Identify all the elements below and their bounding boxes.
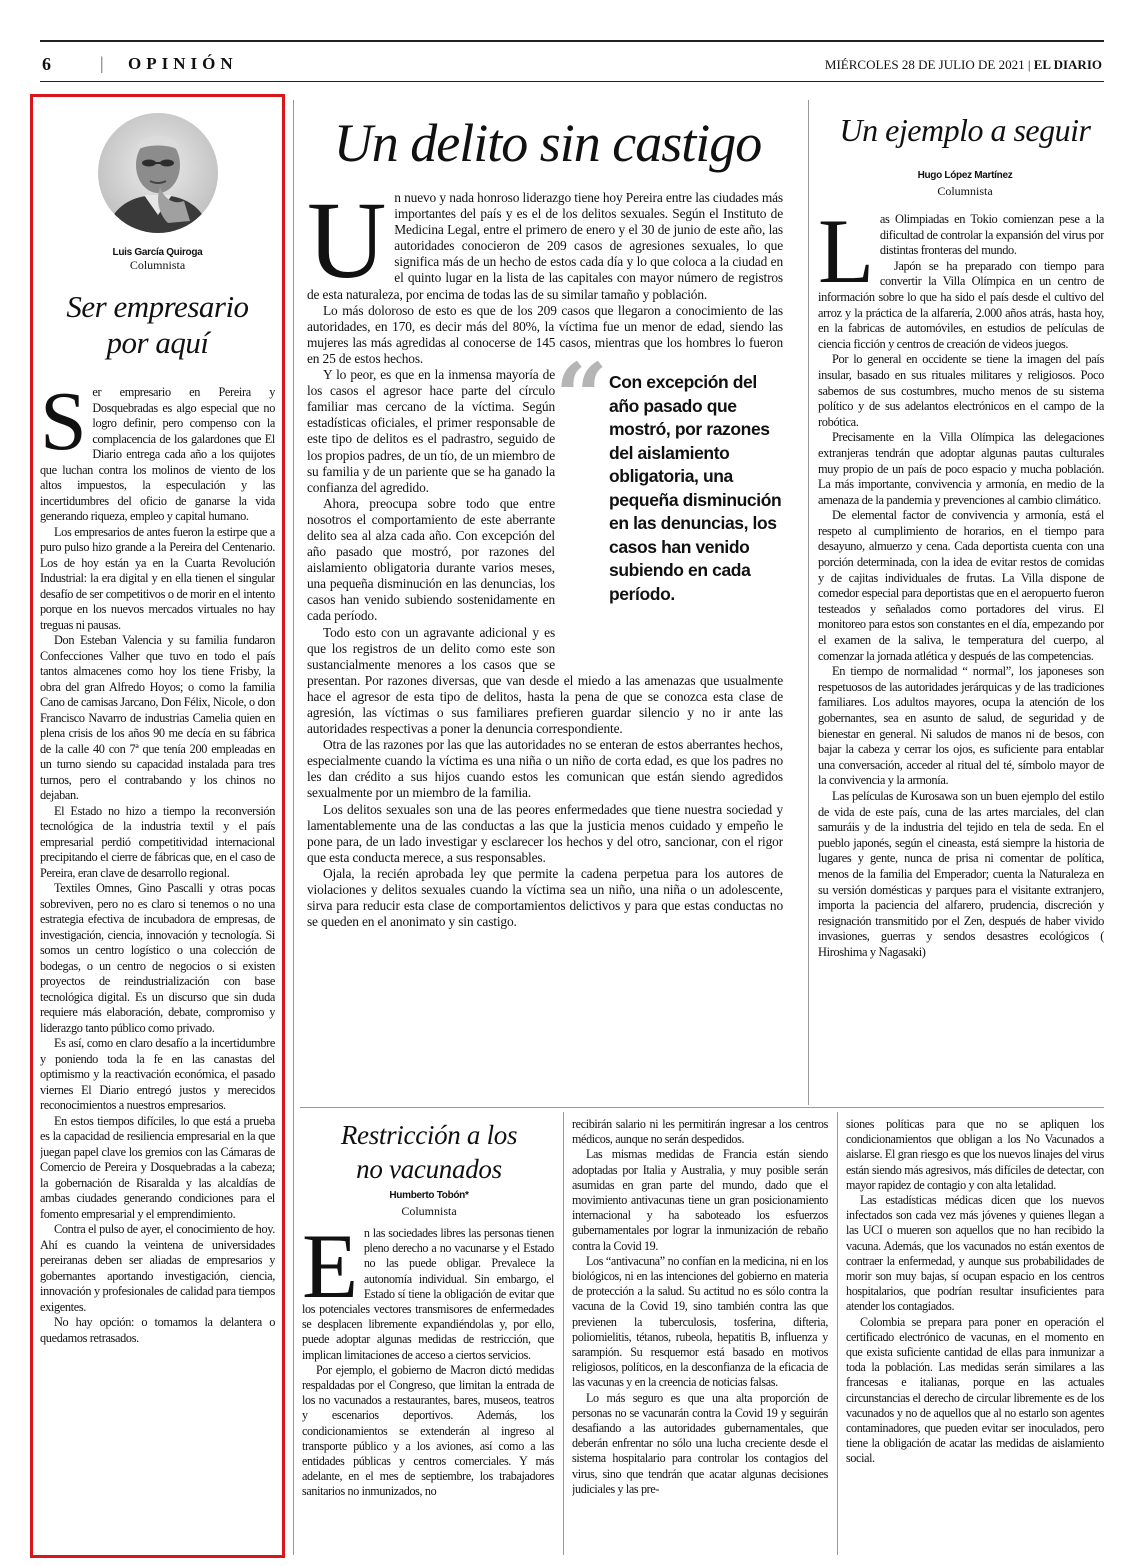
bottom-article-title [300,1118,558,1186]
paragraph: Por lo general en occidente se tiene la imagen del país insular, basado en sus rituales militares y religiosos. Poco sabemos de sus costumbres, mucho menos de su sistema político y de sus adelantos electrónicos en el campo de la robótica. [818,352,1104,429]
date-text: MIÉRCOLES 28 DE JULIO DE 2021 | [824,57,1031,72]
paragraph: recibirán salario ni les permitirán ingresar a los centros médicos, aunque no serán despedidos. [572,1117,828,1147]
newspaper-name: EL DIARIO [1033,57,1102,72]
paragraph: Los “antivacuna” no confían en la medicina, ni en los biológicos, ni en las intenciones del gobierno en materia de protección a la salud. Su actitud no es sólo contra la vacuna de la Covid 19, sino también contra las que previenen la tuberculosis, tosferina, difteria, poliomielitis, tétanos, rubeola, hepatitis B, influenza y sarampión. Su resquemor está basado en motivos religiosos, políticos, en la desconfianza de la eficacia de las vacunas y en la creencia de noticias falsas. [572,1253,828,1390]
section-name: OPINIÓN [128,54,238,73]
pull-quote-text: Con excepción del año pasado que mostró, por razones del aislamiento obligatoria, una pequeña disminución en las denuncias, los casos han venido subiendo en cada período. [609,372,782,604]
pull-quote [555,343,783,661]
paragraph: Todo esto con un agravante adicional y es que los registros de un delito como este son sustancialmente menores a los casos que se presentan. Por razones diversas, que van desde el miedo a las amenazas que usualmente hace el agresor de esta tipo de delitos, hasta la pena de que se conozca esta clase de agresión, las víctimas o sus familiares prefieren guardar silencio y no ir ante las autoridades respectivas a poner la denuncia correspondiente. [307,624,783,737]
bottom-article-column-3 [846,1117,1104,1557]
author-photo [98,113,218,233]
title-line: Ser empresario [66,289,249,324]
paragraph: Ahora, preocupa sobre todo que entre nosotros el comportamiento de este aberrante delito sea al alza cada año. Con excepción del año pasado que mostró, por razones del aislamiento obligatoria durante varios meses, una pequeña disminución en las denuncias, los casos han venido subiendo sostenidamente en cada período. [307,495,555,624]
paragraph: Japón se ha preparado con tiempo para convertir la Villa Olímpica en un centro de información sobre lo que ha sido el país desde el cultivo del arroz y la práctica de la alfarería, 2.000 años atrás, hasta hoy, en la fabricas de automóviles, en estudios de películas de ciencia ficción y centros de creación de videos juegos. [818,258,1104,351]
title-line: por aquí [106,325,209,360]
right-article-body [818,212,1104,1097]
paragraph: Por ejemplo, el gobierno de Macron dictó medidas respaldadas por el Congreso, que limitan la entrada de los no vacunados a restaurantes, bares, museos, teatros y escenarios deportivos. Además, los condicionamientos se extenderán al ingreso al transporte público y a los aviones, así como a las entidades públicas y centros comerciales. Y más adelante, en el mes de septiembre, los trabajadores sanitarios no inmunizados, no [302,1362,554,1499]
issue-date [825,57,1102,73]
column-divider [563,1112,564,1555]
paragraph: n nuevo y nada honroso liderazgo tiene hoy Pereira entre las ciudades más importantes del país y es el de los delitos sexuales. Según el Instituto de Medicina Legal, entre el primero de enero y el 30 de junio de este año, las autoridades conocieron de 209 casos de agresiones sexuales, lo que significa más de un hecho de estos cada día y lo que coloca a la ciudad en el quinto lugar en la lista de las capitales con mayor número de registros de esta naturaleza, por encima de todas las de su similar tamaño y población. [307,190,783,302]
article-title [40,289,275,361]
bottom-article-column-2 [572,1117,828,1557]
paragraph: Lo más doloroso de esto es que de los 209 casos que llegaron a conocimiento de las autoridades, en 170, es decir más del 80%, la víctima fue un menor de edad, siendo las mujeres las más agredidas al conocerse de 145 casos, mientras que los hombres lo fueron en 25 de estos hechos. [307,302,783,366]
paragraph: No hay opción: o tomamos la delantera o quedamos retrasados. [40,1315,275,1345]
title-line: no vacunados [356,1154,502,1184]
bottom-article-column-1 [302,1226,554,1551]
paragraph: Y lo peor, es que en la inmensa mayoría de los casos el agresor hace parte del círculo familiar mas cercano de la víctima. Según estadísticas oficiales, el primer responsable de este tipo de delitos es el padrastro, seguido de los propios padres, de un tío, de un miembro de su familia y de un pariente que se ha ganado la confianza del agredido. [307,367,555,495]
column-divider [808,100,809,1105]
paragraph: De elemental factor de convivencia y armonía, está el respeto al cumplimiento de horarios, en el tiempo para desayuno, almuerzo y cena. Cada deportista cuenta con una porción determinada, con la idea de evitar restos de comidas y de cajitas individuales de frutas. La Villa dispone de comedor especial para deportistas que en el aeropuerto fueron testeados y señalados como portadores del virus. El monitoreo para estos son constantes en el día, empezando por el examen de la saliva, le temperatura del cuerpo, al comenzar la jornada atlética y después de las competencias. [818,508,1104,663]
title-line: Restricción a los [340,1120,518,1150]
right-author-name: Hugo López Martínez [917,170,1013,181]
paragraph: Don Esteban Valencia y su familia fundaron Confecciones Valher que tuvo en todo el país tantos almacenes como hoy los tiene Frisby, la obra del gran Alfredo Hoyos; o como la familia Cano de camisas Jarcano, Don Félix, Nicole, o don Francisco Navarro de industrias Camelia quien en plena crisis de los años 90 me decía en su fábrica de la calle 40 con 7ª que tenía 200 empleadas en un turno siendo su capacidad instalada para tres turnos, pero el contrabando y los chinos no dejaban. [40,633,275,802]
drop-cap: S [40,375,87,468]
paragraph: Lo más seguro es que una alta proporción de personas no se vacunarán contra la Covid 19 y seguirán desafiando a las autoridades gubernamentales, que deberán enfrentar no sólo una lucha creciente desde el sistema hospitalario para controlar los contagios del virus, sino que tendrán que acatar algunas decisiones judiciales y las pre- [572,1390,828,1496]
paragraph: Textiles Omnes, Gino Pascalli y otras pocas sobreviven, pero no es claro si tenemos o no una estrategia efectiva de incubadora de empresas, de investigación, ciencia, innovación y tecnología. Si somos un centro logístico o una colección de bodegas, o un centro de negocios o si existen proyectos de reindustrialización con base tecnológica digital. Es un discurso que sin duda requiere más elaboración, debate, compromiso y liderazgo tanto público como privado. [40,881,275,1035]
section-divider [300,1107,1104,1108]
bottom-author-name: Humberto Tobón* [389,1190,469,1201]
paragraph: Los delitos sexuales son una de las peores enfermedades que tiene nuestra sociedad y lamentablemente una de las conductas a las que la justicia menos cuidado y empeño le pone para, de un lado investigar y esclarecer los hechos y del otro, sancionar, con el rigor que esta conducta merece, a sus responsables. [307,801,783,865]
right-author-role: Columnista [937,184,993,198]
article-body [40,375,275,1346]
paragraph: siones políticas para que no se apliquen los condicionamientos que obligan a los No Vacunados a aislarse. El gran riesgo es que los nuevos linajes del virus están siendo más agresivos, más difíciles de detectar, con mayor rapidez de contagio y con alta letalidad. [846,1117,1104,1192]
paragraph: Las películas de Kurosawa son un buen ejemplo del estilo de vida de este país, cuna de las artes marciales, del clan samuráis y de la industria del tejido en tela de seda. En el pueblo japonés, según el cineasta, está siempre la historia de lugares y gente, nunca de prisa ni comentar de política, menos de la familia del Emperador; cuenta la Naturaleza en su versión domésticas y parques para el visitante extranjero, importa la paciencia del alfarero, prudencia, discreción y resignación transmitido por el Zen, después de haber vivido invasiones, guerras y sendos desastres ecológicos ( Hiroshima y Nagasaki) [818,788,1104,959]
paragraph: El Estado no hizo a tiempo la reconversión tecnológica de la industria textil y el país empresarial perdió competitividad internacional precipitando el cierre de fábricas que, en el caso de Pereira, eran clave de desarrollo regional. [40,803,275,880]
editorial-body [307,190,783,1105]
quote-mark-icon: “ [555,343,608,452]
author-role: Columnista [129,258,186,272]
paragraph: Otra de las razones por las que las autoridades no se enteran de estos aberrantes hechos, especialmente cuando la víctima es una niña o un niño de corta edad, es que los padres no les dan crédito a sus hijos cuando estos les comunican que están siendo agredidos sexualmente por un miembro de la familia. [307,737,783,801]
paragraph: n las sociedades libres las personas tienen pleno derecho a no vacunarse y el Estado no las puede obligar. Prevalece la autonomía individual. Sin embargo, el Estado sí tiene la obligación de evitar que los potenciales vectores transmisores de enfermedades se desplacen libremente expandiéndolas y, por ello, puede adoptar algunas medidas de restricción, que implican limitaciones de acceso a ciertos servicios. [302,1226,554,1362]
author-name: Luis García Quiroga [112,247,203,258]
drop-cap: U [307,190,387,301]
paragraph: Precisamente en la Villa Olímpica las delegaciones extranjeras tendrán que adoptar algunas pautas culturales muy propio de un país de poco espacio y mucha población. La más importante, convivencia y armonía, en medio de la amenaza de la pandemia y prevenciones al cambio climático. [818,430,1104,507]
paragraph: Las mismas medidas de Francia están siendo adoptadas por Italia y Australia, y muy posible serán asumidas en gran parte del mundo, dado que el movimiento antivacunas tiene un gran posicionamiento internacional y ha saboteado los esfuerzos gubernamentales por lograr la inmunización de rebaño contra la Covid 19. [572,1147,828,1253]
left-article [40,105,275,1550]
bottom-author-role: Columnista [401,1204,457,1218]
paragraph: En estos tiempos difíciles, lo que está a prueba es la capacidad de resiliencia empresarial en la que juegan papel clave los gremios con las Cámaras de Comercio de Pereira y Dosquebradas a la cabeza; la gobernación de Risaralda y las alcaldías de ambas ciudades generando condiciones para el fomento empresarial y el emprendimiento. [40,1113,275,1221]
page-header [40,40,1104,82]
paragraph: En tiempo de normalidad “ normal”, los japoneses son respetuosos de las autoridades jerárquicas y de las tradiciones familiares. Los adultos mayores, ocupa la atención de los gobernantes, sea en asunto de salud, de seguridad y de bienestar en general. Ni saludos de manos ni de besos, con bajar la cabeza y cerrar los ojos, es suficiente para entablar una conversación, acceder al ritual del té, símbolo mayor de la convivencia y la armonía. [818,664,1104,788]
page-number: 6 [42,54,51,74]
paragraph: as Olimpiadas en Tokio comienzan pese a la dificultad de controlar la expansión del virus por distintas fronteras del mundo. [879,212,1104,258]
drop-cap: L [818,212,874,302]
paragraph: Es así, como en claro desafío a la incertidumbre y poniendo toda la fe en las canastas del optimismo y la reactivación económica, el pasado viernes El Diario entregó justos y merecidos reconocimientos a nuestros empresarios. [40,1036,275,1112]
paragraph: Colombia se prepara para poner en operación el certificado electrónico de vacunas, en el momento en que exista suficiente cantidad de ellas para inmunizar a toda la población. Las medidas serán similares a las francesas e italianas, porque en las actuales circunstancias el derecho de circular libremente es de los vacunados y no de aquellos que al no estarlo son agentes contaminadores, que pueden evitar ser inoculados, pero tiene la obligación de acatar las medidas de aislamiento social. [846,1314,1104,1466]
right-article-title: Un ejemplo a seguir [839,112,1091,148]
paragraph: Las estadísticas médicas dicen que los nuevos infectados son cada vez más jóvenes y quienes llegan a las UCI o mueren son aquellos que no han recibido la vacuna. Además, que los vacunados no están exentos de contraer la enfermedad, y aunque sus probabilidades de morir son muy bajas, sí ocupan espacio en los centros hospitalarios, que podrían resultar insuficientes para atender los contagiados. [846,1193,1104,1314]
drop-cap: E [302,1226,358,1317]
editorial-title: Un delito sin castigo [333,113,762,173]
paragraph: Ojala, la recién aprobada ley que permite la cadena perpetua para los autores de violaciones y delitos sexuales cuando la víctima sea un niño, una niña o un adolescente, sirva para reducir esta clase de comportamientos delictivos y para que estas conductas no se queden en el anonimato y sin castigo. [307,865,783,930]
paragraph: er empresario en Pereira y Dosquebradas es algo especial que no logro definir, pero compenso con la complacencia de los galardones que El Diario entrega cada año a los quijotes que luchan contra los molinos de viento de los altos impuestos, la especulación y las incertidumbres del oficio de ganarse la vida generando riqueza, empleo y capital humano. [40,385,275,523]
column-divider [293,100,294,1555]
paragraph: Contra el pulso de ayer, el conocimiento de hoy. Ahí es cuando la veintena de universidades pereiranas deben ser aliadas de empresarios y gobernantes aportando investigación, ciencia, innovación y profesionales de calidad para tiempos exigentes. [40,1222,275,1314]
header-separator: | [100,53,104,73]
paragraph: Los empresarios de antes fueron la estirpe que a puro pulso hizo grande a la Pereira del Centenario. Los de hoy están ya en la Cuarta Revolución Industrial: la era digital y en ella tienen el singular desafío de ser competitivos o de morir en el intento porque en los nuevos mercados virtuales no hay treguas ni pausas. [40,524,275,632]
column-divider [837,1112,838,1555]
